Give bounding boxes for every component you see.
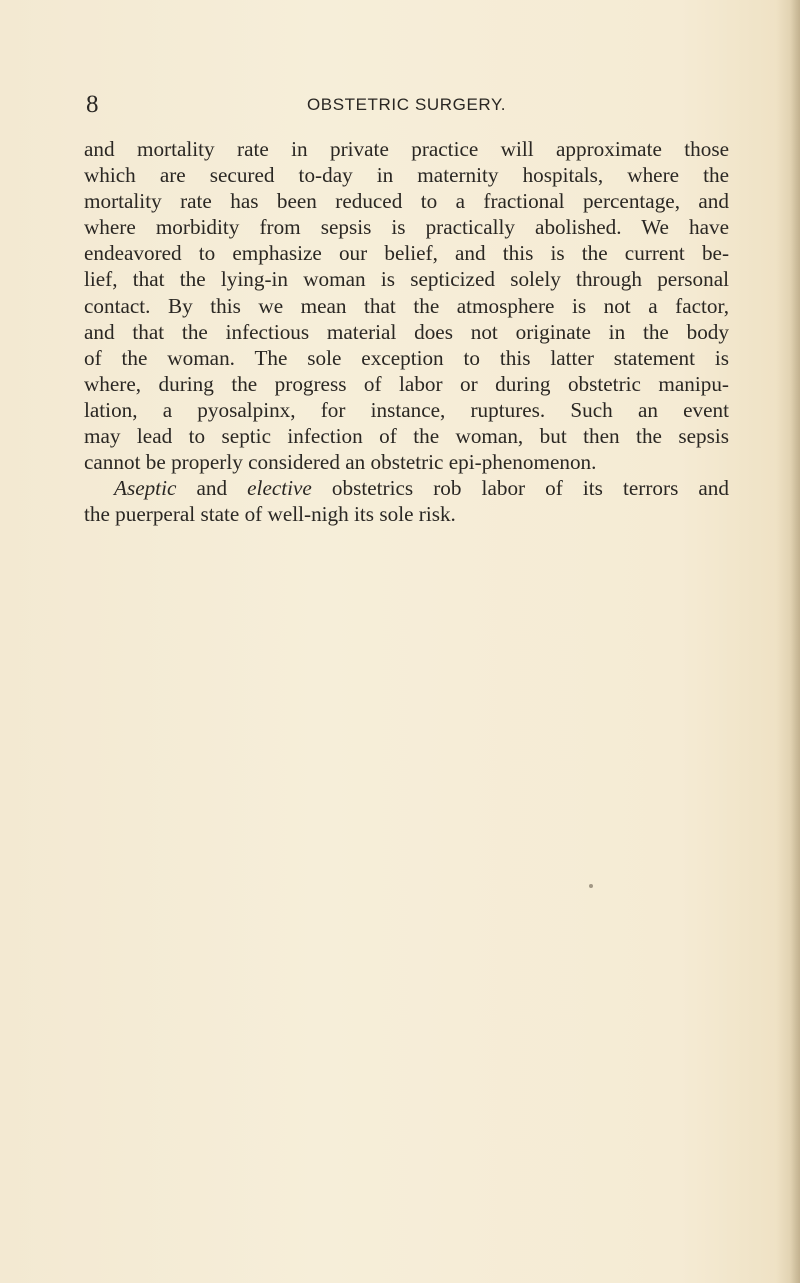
body-text [84,136,729,527]
text-run: obstetrics rob labor of its terrors and [311,476,729,501]
text-run: and [176,476,248,501]
text-line: mortality rate has been reduced to a fractional percentage, and [84,189,729,214]
paragraph [84,475,729,527]
text-line: cannot be properly considered an obstetric epi-phenomenon. [84,450,597,475]
text-line: where morbidity from sepsis is practically abolished. We have [84,215,729,240]
italic-text: Aseptic [114,476,177,501]
text-line: endeavored to emphasize our belief, and this is the current be- [84,241,729,266]
running-head: OBSTETRIC SURGERY. [306,95,507,114]
page-edge-shadow [790,0,800,1283]
page-header [84,90,729,120]
text-line: and mortality rate in private practice will approximate those [84,137,729,161]
page-number: 8 [86,91,99,118]
text-line [84,475,729,501]
text-line: may lead to septic infection of the woman, but then the sepsis [84,424,729,449]
text-line: contact. By this we mean that the atmosphere is not a factor, [84,293,729,318]
italic-text: elective [247,476,312,501]
text-line: and that the infectious material does not originate in the body [84,319,729,344]
text-line: lation, a pyosalpinx, for instance, ruptures. Such an event [84,397,729,422]
text-line: the puerperal state of well-nigh its sole risk. [84,502,456,527]
text-line: lief, that the lying-in woman is septicized solely through personal [84,267,729,292]
text-line: which are secured to-day in maternity hospitals, where the [84,163,729,188]
text-line: where, during the progress of labor or during obstetric manipu- [84,371,729,396]
text-line: of the woman. The sole exception to this latter statement is [84,345,729,370]
paragraph [84,136,729,475]
ink-speck [589,884,593,888]
